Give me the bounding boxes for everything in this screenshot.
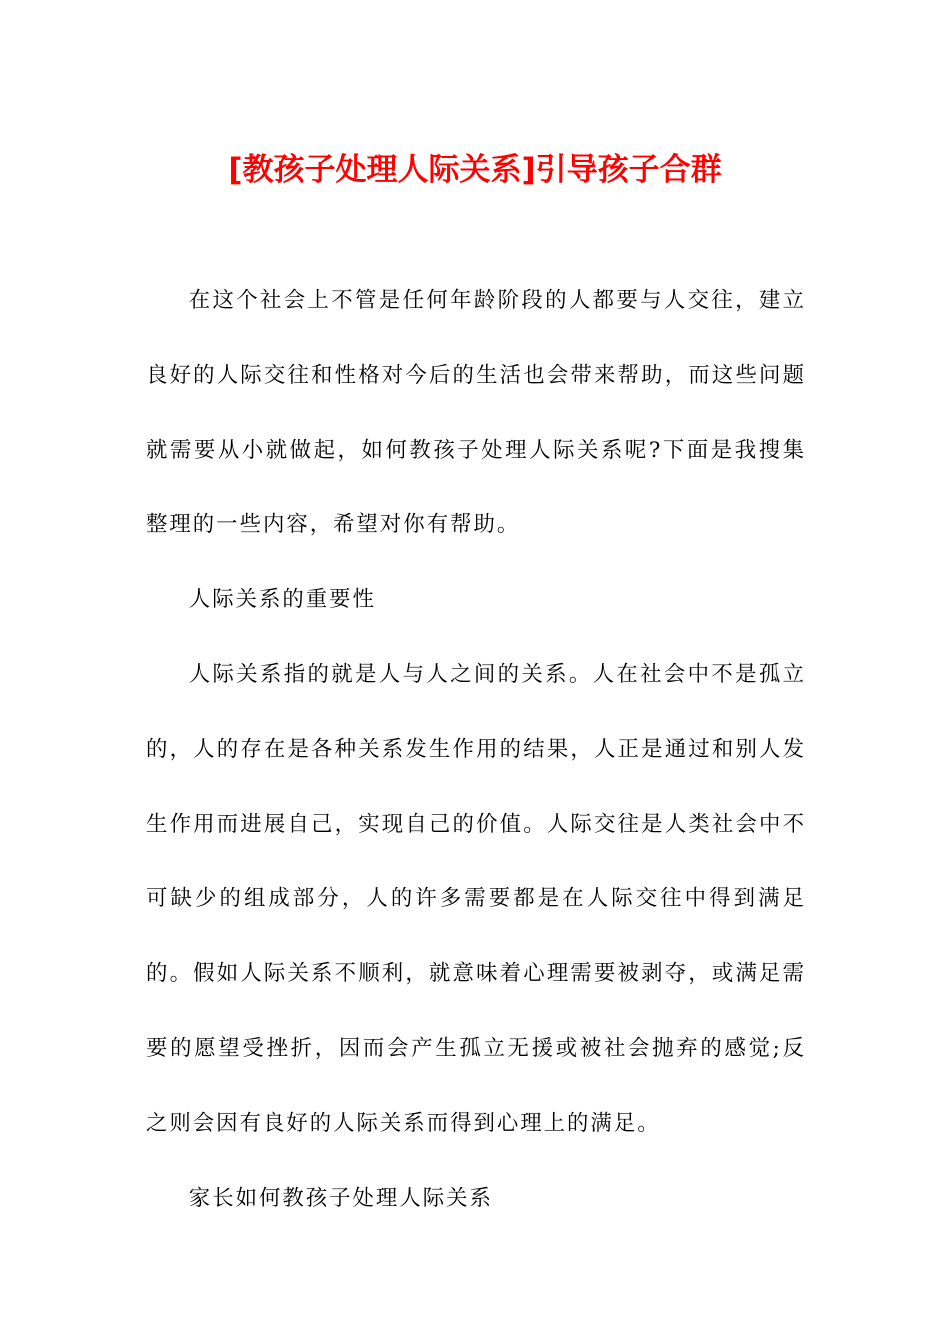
paragraph-intro: 在这个社会上不管是任何年龄阶段的人都要与人交往，建立良好的人际交往和性格对今后的生活也会带来帮助，而这些问题就需要从小就做起，如何教孩子处理人际关系呢?下面是我搜集整理的一些内容，希望对你有帮助。 [146, 288, 806, 538]
section-heading-how-to: 家长如何教孩子处理人际关系 [188, 1185, 493, 1211]
document-body [146, 264, 806, 1236]
paragraph-importance: 人际关系指的就是人与人之间的关系。人在社会中不是孤立的，人的存在是各种关系发生作用的结果，人正是通过和别人发生作用而进展自己，实现自己的价值。人际交往是人类社会中不可缺少的组成部分，人的许多需要都是在人际交往中得到满足的。假如人际关系不顺利，就意味着心理需要被剥夺，或满足需要的愿望受挫折，因而会产生孤立无援或被社会抛弃的感觉;反之则会因有良好的人际关系而得到心理上的满足。 [146, 661, 806, 1136]
document-title: [教孩子处理人际关系]引导孩子合群 [228, 152, 722, 188]
section-heading-importance: 人际关系的重要性 [188, 587, 376, 613]
